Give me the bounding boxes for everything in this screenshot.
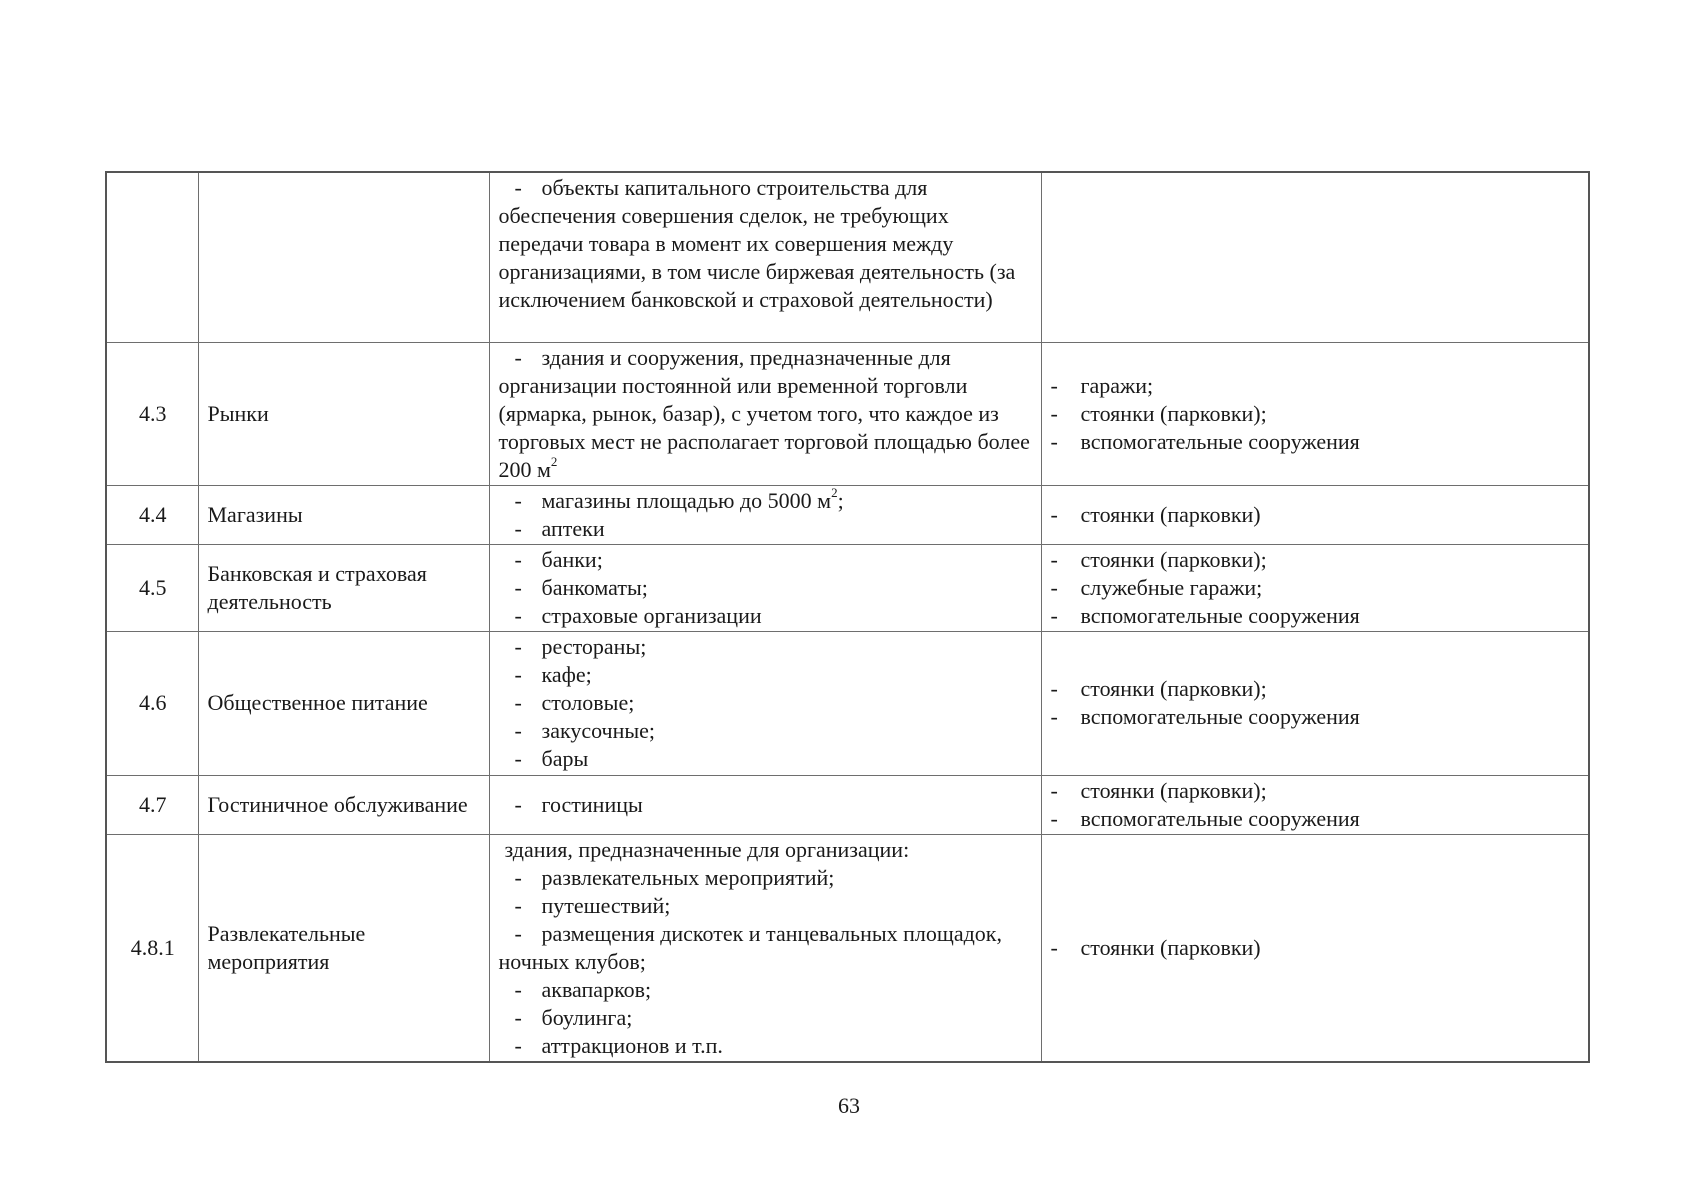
row-name: Развлекательные мероприятия: [198, 834, 489, 1062]
table-row: [106, 544, 1589, 631]
aux-use-item: - стоянки (парковки);: [1051, 675, 1581, 703]
row-aux-uses: [1041, 485, 1589, 544]
aux-use-item: - стоянки (парковки);: [1051, 777, 1581, 805]
row-main-uses: [489, 342, 1041, 485]
main-use-item: - аквапарков;: [499, 976, 1033, 1004]
row-main-uses: [489, 775, 1041, 834]
aux-use-item: - вспомогательные сооружения: [1051, 805, 1581, 833]
main-use-item: - здания и сооружения, предназначенные для организации постоянной или временной торговли (ярмарка, рынок, базар), с учетом того, что каждое из торговых мест не располагает торговой площадью более 200 $м^2$: [499, 344, 1033, 484]
row-code: 4.3: [106, 342, 198, 485]
aux-use-item: - стоянки (парковки);: [1051, 546, 1581, 574]
row-code: [106, 172, 198, 342]
page-number: 63: [838, 1093, 860, 1118]
main-use-item: - бары: [499, 745, 1033, 773]
row-name: Рынки: [198, 342, 489, 485]
main-use-item: - закусочные;: [499, 717, 1033, 745]
row-aux-uses: [1041, 834, 1589, 1062]
row-code: 4.8.1: [106, 834, 198, 1062]
row-name: [198, 172, 489, 342]
row-code: 4.5: [106, 544, 198, 631]
row-aux-uses: [1041, 544, 1589, 631]
aux-use-item: - стоянки (парковки);: [1051, 400, 1581, 428]
table-row: [106, 631, 1589, 775]
main-use-item: - кафе;: [499, 661, 1033, 689]
main-use-intro: здания, предназначенные для организации:: [504, 836, 910, 862]
main-use-item: - страховые организации: [499, 602, 1033, 630]
main-use-item: - боулинга;: [499, 1004, 1033, 1032]
row-name: Магазины: [198, 485, 489, 544]
main-use-item: - аптеки: [499, 515, 1033, 543]
row-aux-uses: [1041, 775, 1589, 834]
aux-use-item: - вспомогательные сооружения: [1051, 602, 1581, 630]
main-use-item: - развлекательных мероприятий;: [499, 864, 1033, 892]
main-use-item: - гостиницы: [499, 791, 1033, 819]
table-row: [106, 834, 1589, 1062]
main-use-item: - банки;: [499, 546, 1033, 574]
row-code: 4.7: [106, 775, 198, 834]
aux-use-item: - вспомогательные сооружения: [1051, 428, 1581, 456]
table-row: [106, 172, 1589, 342]
main-use-item: - аттракционов и т.п.: [499, 1032, 1033, 1060]
row-main-uses: [489, 485, 1041, 544]
main-use-item: - столовые;: [499, 689, 1033, 717]
main-use-item: - размещения дискотек и танцевальных площадок, ночных клубов;: [499, 920, 1033, 976]
row-aux-uses: [1041, 631, 1589, 775]
main-use-item: - магазины площадью до 5000 $м^2$;: [499, 487, 1033, 515]
row-name: Общественное питание: [198, 631, 489, 775]
main-use-item: - объекты капитального строительства для обеспечения совершения сделок, не требующих передачи товара в момент их совершения между организациями, в том числе биржевая деятельность (за исключением банковской и страховой деятельности): [499, 174, 1033, 314]
row-aux-uses: [1041, 342, 1589, 485]
table-row: [106, 775, 1589, 834]
row-aux-uses: [1041, 172, 1589, 342]
row-main-uses: [489, 544, 1041, 631]
row-code: 4.6: [106, 631, 198, 775]
table-row: [106, 485, 1589, 544]
main-use-item: - рестораны;: [499, 633, 1033, 661]
aux-use-item: - служебные гаражи;: [1051, 574, 1581, 602]
table-row: [106, 342, 1589, 485]
row-code: 4.4: [106, 485, 198, 544]
aux-use-item: - вспомогательные сооружения: [1051, 703, 1581, 731]
aux-use-item: - стоянки (парковки): [1051, 934, 1581, 962]
aux-use-item: - гаражи;: [1051, 372, 1581, 400]
row-main-uses: [489, 172, 1041, 342]
row-main-uses: [489, 834, 1041, 1062]
main-use-item: - путешествий;: [499, 892, 1033, 920]
aux-use-item: - стоянки (парковки): [1051, 501, 1581, 529]
zoning-table: [105, 171, 1590, 1063]
row-main-uses: [489, 631, 1041, 775]
main-use-item: - банкоматы;: [499, 574, 1033, 602]
row-name: Банковская и страховая деятельность: [198, 544, 489, 631]
row-name: Гостиничное обслуживание: [198, 775, 489, 834]
